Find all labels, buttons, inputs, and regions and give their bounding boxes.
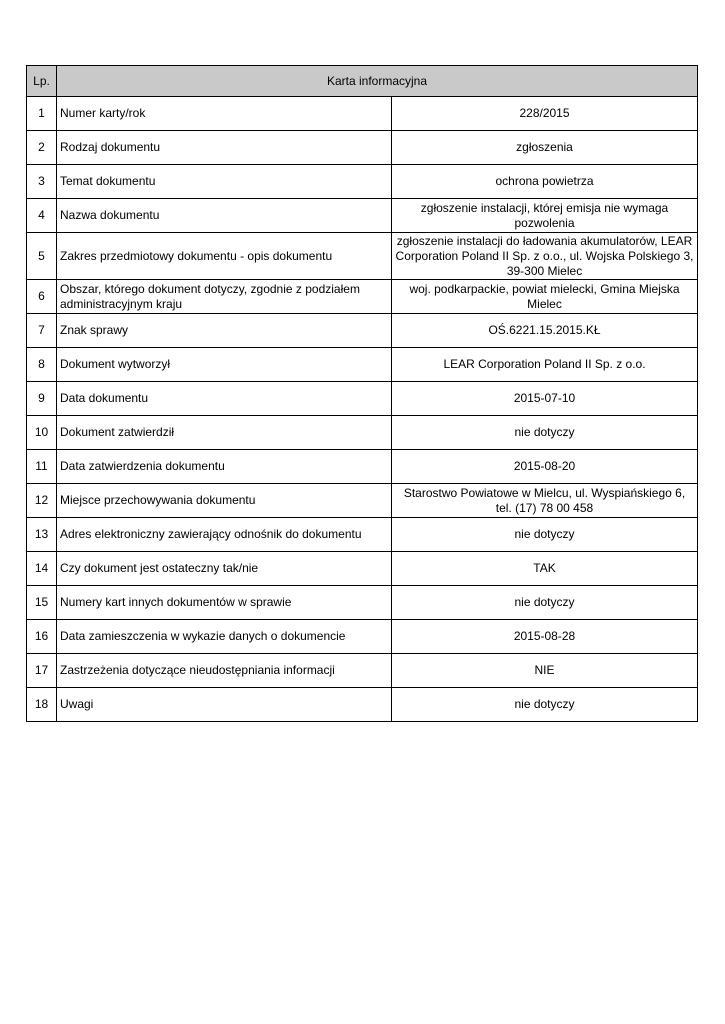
row-number: 17 <box>27 654 57 688</box>
row-label: Znak sprawy <box>57 314 392 348</box>
table-row <box>27 552 698 586</box>
row-number: 9 <box>27 382 57 416</box>
row-number: 1 <box>27 97 57 131</box>
row-number: 7 <box>27 314 57 348</box>
table-row <box>27 348 698 382</box>
row-label: Czy dokument jest ostateczny tak/nie <box>57 552 392 586</box>
row-label: Rodzaj dokumentu <box>57 131 392 165</box>
row-value: 2015-08-20 <box>392 450 698 484</box>
row-value: woj. podkarpackie, powiat mielecki, Gmina Miejska Mielec <box>392 280 698 314</box>
row-number: 16 <box>27 620 57 654</box>
table-row <box>27 620 698 654</box>
row-value: nie dotyczy <box>392 416 698 450</box>
row-value: nie dotyczy <box>392 688 698 722</box>
row-label: Temat dokumentu <box>57 165 392 199</box>
row-value: zgłoszenie instalacji, której emisja nie wymaga pozwolenia <box>392 199 698 233</box>
table-row <box>27 688 698 722</box>
row-label: Dokument zatwierdził <box>57 416 392 450</box>
row-number: 13 <box>27 518 57 552</box>
row-number: 14 <box>27 552 57 586</box>
table-row <box>27 314 698 348</box>
row-label: Adres elektroniczny zawierający odnośnik do dokumentu <box>57 518 392 552</box>
table-row <box>27 484 698 518</box>
row-value: NIE <box>392 654 698 688</box>
table-row <box>27 586 698 620</box>
row-number: 18 <box>27 688 57 722</box>
row-label: Uwagi <box>57 688 392 722</box>
row-number: 8 <box>27 348 57 382</box>
row-number: 10 <box>27 416 57 450</box>
row-value: ochrona powietrza <box>392 165 698 199</box>
row-value: 228/2015 <box>392 97 698 131</box>
row-value: zgłoszenia <box>392 131 698 165</box>
row-value: 2015-08-28 <box>392 620 698 654</box>
table-row <box>27 165 698 199</box>
table-header-row <box>27 66 698 97</box>
row-number: 5 <box>27 233 57 280</box>
header-title: Karta informacyjna <box>57 66 698 97</box>
row-label: Zastrzeżenia dotyczące nieudostępniania informacji <box>57 654 392 688</box>
row-label: Data zatwierdzenia dokumentu <box>57 450 392 484</box>
header-lp: Lp. <box>27 66 57 97</box>
row-label: Numery kart innych dokumentów w sprawie <box>57 586 392 620</box>
row-label: Zakres przedmiotowy dokumentu - opis dokumentu <box>57 233 392 280</box>
table-row <box>27 416 698 450</box>
row-value: zgłoszenie instalacji do ładowania akumulatorów, LEAR Corporation Poland II Sp. z o.o., ul. Wojska Polskiego 3, 39-300 Mielec <box>392 233 698 280</box>
row-value: TAK <box>392 552 698 586</box>
row-label: Numer karty/rok <box>57 97 392 131</box>
row-label: Dokument wytworzył <box>57 348 392 382</box>
table-row <box>27 518 698 552</box>
table-row <box>27 654 698 688</box>
row-number: 3 <box>27 165 57 199</box>
row-value: nie dotyczy <box>392 586 698 620</box>
table-row <box>27 450 698 484</box>
row-number: 11 <box>27 450 57 484</box>
row-value: nie dotyczy <box>392 518 698 552</box>
table-row <box>27 382 698 416</box>
table-row <box>27 233 698 280</box>
row-value: 2015-07-10 <box>392 382 698 416</box>
row-number: 6 <box>27 280 57 314</box>
row-number: 12 <box>27 484 57 518</box>
row-value: OŚ.6221.15.2015.KŁ <box>392 314 698 348</box>
table-row <box>27 97 698 131</box>
row-number: 4 <box>27 199 57 233</box>
row-value: LEAR Corporation Poland II Sp. z o.o. <box>392 348 698 382</box>
row-label: Data dokumentu <box>57 382 392 416</box>
row-label: Obszar, którego dokument dotyczy, zgodnie z podziałem administracyjnym kraju <box>57 280 392 314</box>
table-row <box>27 131 698 165</box>
row-number: 15 <box>27 586 57 620</box>
row-label: Data zamieszczenia w wykazie danych o dokumencie <box>57 620 392 654</box>
row-label: Miejsce przechowywania dokumentu <box>57 484 392 518</box>
row-label: Nazwa dokumentu <box>57 199 392 233</box>
information-card-table <box>26 65 698 722</box>
row-value: Starostwo Powiatowe w Mielcu, ul. Wyspiańskiego 6, tel. (17) 78 00 458 <box>392 484 698 518</box>
row-number: 2 <box>27 131 57 165</box>
table-row <box>27 199 698 233</box>
table-row <box>27 280 698 314</box>
